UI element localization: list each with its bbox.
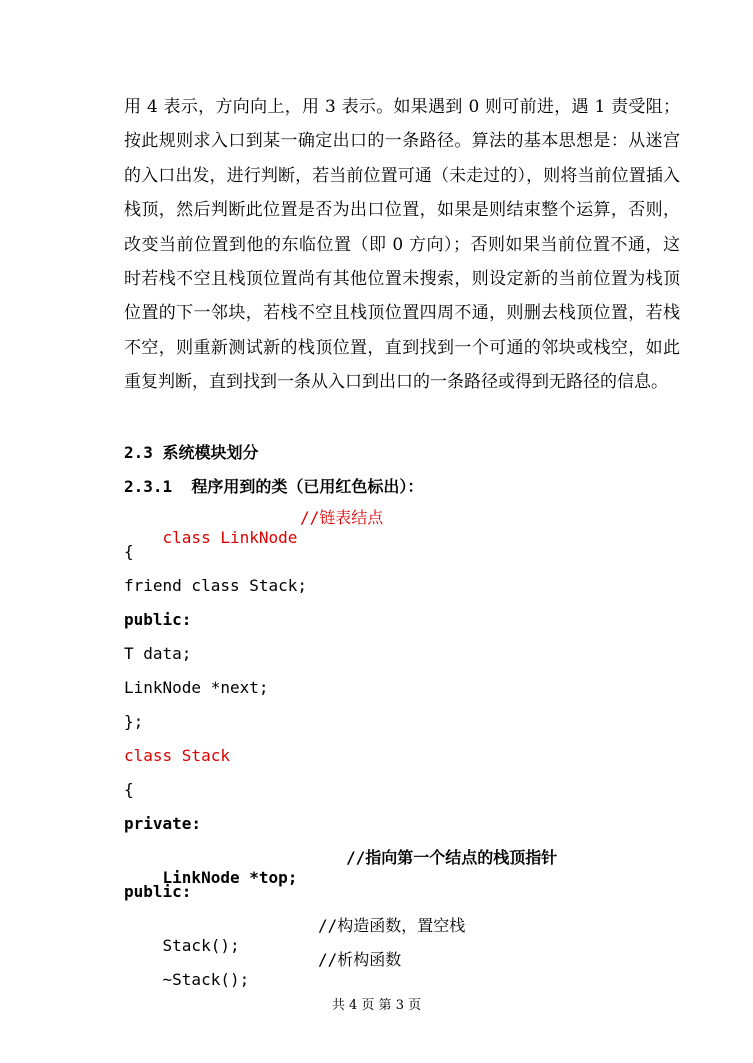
subsection-heading: 2.3.1 程序用到的类（已用红色标出）： [124, 477, 424, 496]
code-comment: //链表结点 [300, 508, 384, 527]
code-line: public: [124, 610, 192, 629]
code-line: LinkNode *next; [124, 678, 269, 697]
code-line: private: [124, 814, 202, 833]
page-footer: 共 4 页 第 3 页 [331, 998, 422, 1013]
code-text: Stack(); [162, 936, 240, 955]
section-heading: 2.3 系统模块划分 [124, 443, 259, 462]
code-line: public: [124, 882, 192, 901]
algorithm-description-paragraph: 用 4 表示，方向向上，用 3 表示。如果遇到 0 则可前进，遇 1 责受阻；按此规则求入口到某一确定出口的一条路径。算法的基本思想是：从迷宫的入口出发，进行判断，若当前位置可通（未走过的），则将当前位置插入栈顶，然后判断此位置是否为出口位置，如果是则结束整个运算，否则，改变当前位置到他的东临位置（即 0 方向）；否则如果当前位置不通，这时若栈不空且栈顶位置尚有其他位置未搜索，则设定新的当前位置为栈顶位置的下一邻块，若栈不空且栈顶位置四周不通，则删去栈顶位置，若栈不空，则重新测试新的栈顶位置，直到找到一个可通的邻块或栈空，如此重复判断，直到找到一条从入口到出口的一条路径或得到无路径的信息。 [124, 97, 680, 393]
code-comment: //构造函数，置空栈 [318, 916, 466, 935]
code-text: ~Stack(); [162, 970, 250, 989]
code-text: LinkNode *top; [162, 868, 298, 887]
code-line: T data; [124, 644, 192, 663]
code-comment: //指向第一个结点的栈顶指针 [346, 848, 558, 867]
code-line: }; [124, 712, 144, 731]
code-line-class-stack: class Stack [124, 746, 230, 765]
code-text: class LinkNode [162, 528, 298, 547]
code-line: { [124, 780, 134, 799]
code-comment: //析构函数 [318, 950, 402, 969]
code-line: { [124, 542, 134, 561]
code-line: friend class Stack; [124, 576, 308, 595]
